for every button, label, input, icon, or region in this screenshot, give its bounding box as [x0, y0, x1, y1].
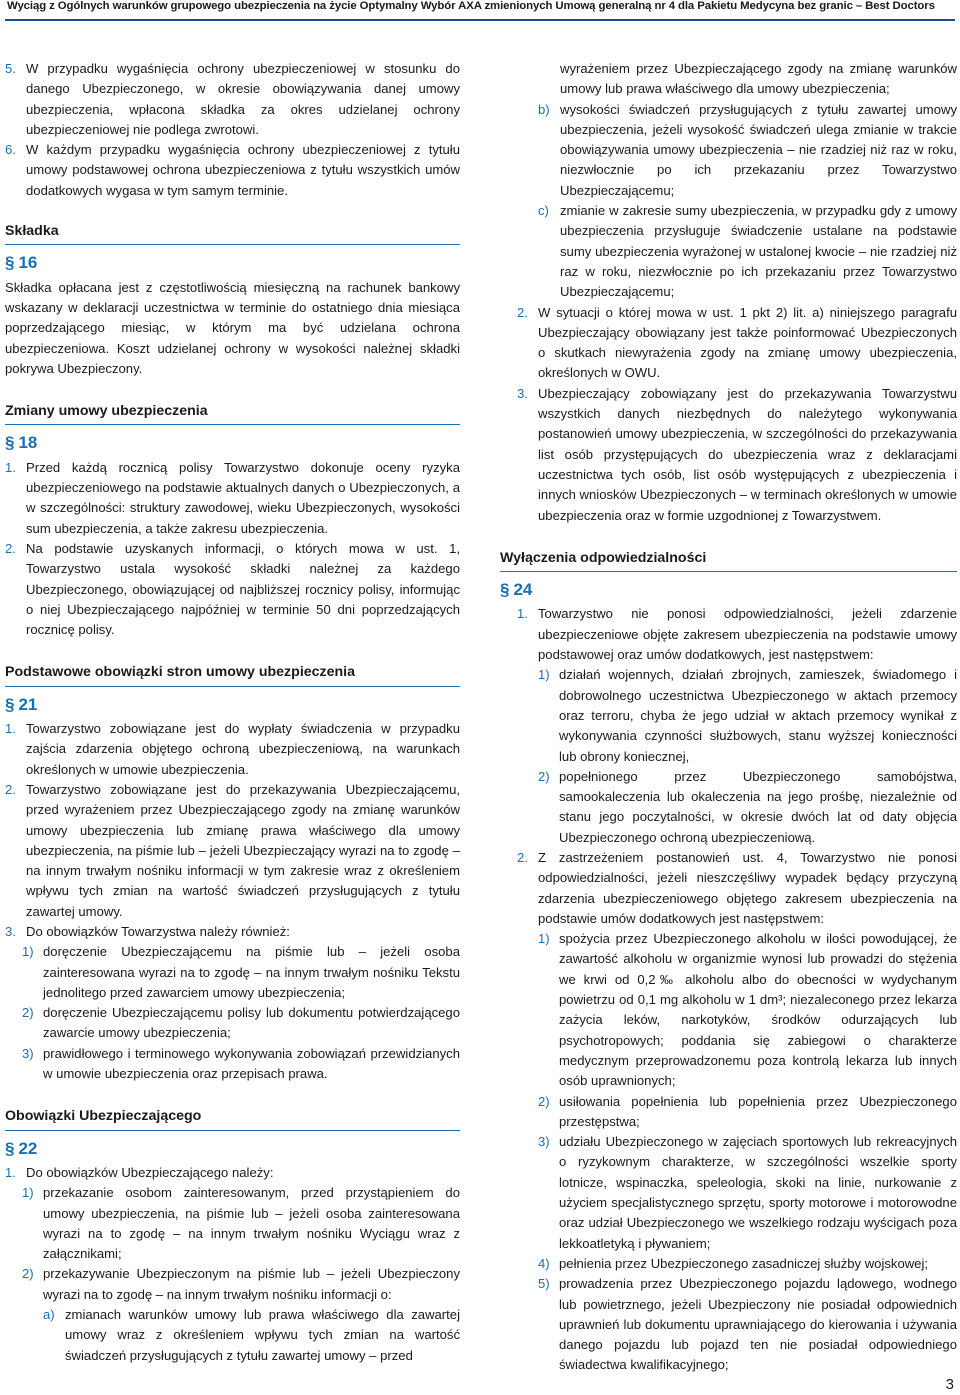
sub-list-item: 5) prowadzenia przez Ubezpieczonego pojazdu lądowego, wodnego lub powietrznego, jeżeli Ubezpieczony nie posiadał odpowiednich uprawnień lub dokumentu uprawniającego do kierowania i używania danego pojazdu lub pojazd ten nie posiadał odpowiedniego świadectwa kwalifikacyjnego;: [538, 1276, 957, 1373]
right-column: [500, 59, 957, 1376]
paragraph-number: § 22: [5, 1138, 38, 1158]
header-rule: [5, 19, 955, 21]
sub-list-item: 2) przekazywanie Ubezpieczonym na piśmie lub – jeżeli Ubezpieczony wyrazi na to zgodę – na innym trwałym nośniku informacji o:: [22, 1266, 460, 1302]
sub-list-item: 1) działań wojennych, działań zbrojnych, zamieszek, świadomego i dobrowolnego uczestnictwa Ubezpieczonego w aktach przemocy oraz terroru, chyba że jego udział w aktach przemocy wynikał z wykonywania czynności służbowych, stanu wyższej konieczności lub obrony koniecznej,: [538, 667, 957, 764]
sub-list-item: 4) pełnienia przez Ubezpieczonego zasadniczej służby wojskowej;: [538, 1255, 929, 1271]
section-heading: Podstawowe obowiązki stron umowy ubezpieczenia: [5, 662, 460, 686]
list-item: 1. Towarzystwo zobowiązane jest do wypłaty świadczenia w przypadku zajścia zdarzenia objętego ochroną ubezpieczeniową, na warunkach określonych w umowie ubezpieczenia.: [5, 721, 460, 777]
section-sign-icon: §: [5, 253, 15, 273]
item-text: W przypadku wygaśnięcia ochrony ubezpieczeniowej w stosunku do danego Ubezpieczonego, w okresie obowiązywania danej umowy ubezpieczenia, wpłacona składka za okres udzielanej ochrony ubezpieczeniowej nie podlega zwrotowi.: [26, 61, 460, 137]
section-sign-icon: §: [5, 1138, 15, 1158]
section-heading: Zmiany umowy ubezpieczenia: [5, 401, 460, 425]
list-item: 3. Do obowiązków Towarzystwa należy również:: [5, 923, 290, 939]
list-item: 2. Z zastrzeżeniem postanowień ust. 4, Towarzystwo nie ponosi odpowiedzialności, jeżeli nieszczęśliwy wypadek będący przyczyną zdarzenia ubezpieczeniowego objętego zakresem ubezpieczenia na podstawie umów dodatkowych jest następstwem:: [517, 849, 957, 926]
item-number: 5.: [5, 61, 16, 76]
page-number: 3: [945, 1376, 954, 1393]
sub-list-item: 3) prawidłowego i terminowego wykonywania zobowiązań przewidzianych w umowie ubezpieczenia oraz przepisach prawa.: [22, 1045, 460, 1082]
list-item: 3. Ubezpieczający zobowiązany jest do przekazywania Towarzystwu wszystkich danych niezbędnych do należytego wykonywania postanowień umowy ubezpieczenia, w szczególności do przekazywania list osób przystępujących do ubezpieczenia wraz z deklaracjami uczestnictwa tych osób, list osób występujących z ubezpieczenia i innych wniosków Ubezpieczonych – w terminach określonych w umowie ubezpieczenia oraz w formie uzgodnionej z Towarzystwem.: [517, 385, 957, 523]
sub-list-item: 1) spożycia przez Ubezpieczonego alkoholu w ilości powodującej, że zawartość alkoholu w organizmie wynosi lub prowadzi do stężenia we krwi od 0,2‰ alkoholu albo do obecności w wydychanym powietrzu od 0,1 mg alkoholu w 1 dm³; niezaleconego przez lekarza zażycia leków, narkotyków, środków odurzających lub psychotropowych; poddania się zabiegowi o charakterze medycznym przeprowadzonemu poza kontrolą lekarza lub innych osób uprawnionych;: [538, 931, 957, 1089]
sub-sub-list-item: c) zmianie w zakresie sumy ubezpieczenia, w przypadku gdy z umowy ubezpieczenia przysługuje świadczenie ustalane na podstawie sumy ubezpieczenia wyrażonej w ustalonej kwocie – nie rzadziej niż raz w roku, niezwłocznie po ich przekazaniu przez Towarzystwo Ubezpieczającemu;: [538, 203, 957, 300]
section-sign-icon: §: [500, 580, 510, 600]
sub-list-item: 3) udziału Ubezpieczonego w zajęciach sportowych lub rekreacyjnych o ryzykownym charakterze, w szczególności wszelkie sporty lotnicze, wspinaczka, speleologia, skoki na linie, nurkowanie z użyciem specjalistycznego sprzętu, sporty motorowe i motorowodne oraz udział Ubezpieczonego we wszelkiego rodzaju wyścigach poza lekkoatletyką i pływaniem;: [538, 1134, 957, 1251]
sub-list-item: 1) doręczenie Ubezpieczającemu na piśmie lub – jeżeli osoba zainteresowana wyrazi na to zgodę – na innym trwałym nośniku Tekstu jednolitego przed zawarciem umowy ubezpieczenia;: [22, 944, 460, 1000]
paragraph-text: Składka opłacana jest z częstotliwością miesięczną na rachunek bankowy wskazany w deklaracji uczestnictwa w terminie do ostatniego dnia miesiąca poprzedzającego miesiąc, w którym ma być udzielana ochrona ubezpieczeniowa. Koszt udzielanej ochrony w wysokości należnej składki pokrywa Ubezpieczony.: [5, 279, 460, 376]
item-text: W każdym przypadku wygaśnięcia ochrony ubezpieczeniowej z tytułu umowy podstawowej ochrona ubezpieczeniowa z tytułu wszystkich umów dodatkowych wygasa w tym samym terminie.: [26, 142, 460, 198]
list-item: 2. W sytuacji o której mowa w ust. 1 pkt 2) lit. a) niniejszego paragrafu Ubezpieczający obowiązany jest także poinformować Ubezpieczonych o skutkach niewyrażenia zgody na zmianę umowy ubezpieczenia, określonych w OWU.: [517, 304, 957, 381]
list-item: [5, 140, 460, 201]
paragraph-number: § 16: [5, 253, 38, 273]
list-item: [5, 59, 460, 140]
list-item: 1. Do obowiązków Ubezpieczającego należy:: [5, 1164, 274, 1180]
paragraph-number: § 18: [5, 433, 38, 453]
sub-list-item: 2) doręczenie Ubezpieczającemu polisy lub dokumentu potwierdzającego zawarcie umowy ubezpieczenia;: [22, 1005, 460, 1041]
sub-list-item: 1) przekazanie osobom zainteresowanym, przed przystąpieniem do umowy ubezpieczenia, na piśmie lub – jeżeli osoba zainteresowana wyrazi na to zgodę – na innym trwałym nośniku Wyciągu wraz z załącznikami;: [22, 1185, 460, 1262]
section-heading: Wyłączenia odpowiedzialności: [500, 548, 957, 572]
paragraph-number: § 24: [500, 580, 533, 600]
sub-sub-list-item: b) wysokości świadczeń przysługujących z tytułu zawartej umowy ubezpieczenia, jeżeli wysokość świadczeń ulega zmianie w trakcie obowiązywania umowy ubezpieczenia – nie rzadziej niż raz w roku, niezwłocznie po ich przekazaniu przez Towarzystwo Ubezpieczającemu;: [538, 101, 957, 198]
item-number: 6.: [5, 142, 16, 158]
sub-list-item: 2) usiłowania popełnienia lub popełnienia przez Ubezpieczonego przestępstwa;: [538, 1093, 957, 1129]
paragraph-number: § 21: [5, 694, 38, 714]
left-column: [5, 59, 460, 1366]
section-sign-icon: §: [5, 694, 15, 714]
running-header: Wyciąg z Ogólnych warunków grupowego ubezpieczenia na życie Optymalny Wybór AXA zmienionych Umową generalną nr 4 dla Pakietu Medycyna bez granic – Best Doctors: [7, 0, 935, 12]
sub-sub-list-item: a) zmianach warunków umowy lub prawa właściwego dla zawartej umowy wraz z określeniem wpływu tych zmian na wartość świadczeń przysługujących z tytułu zawartej umowy – przed: [43, 1307, 460, 1363]
section-heading: Składka: [5, 221, 460, 245]
list-item: 1. Towarzystwo nie ponosi odpowiedzialności, jeżeli zdarzenie ubezpieczeniowe objęte zakresem ubezpieczenia na podstawie umowy podstawowej oraz umów dodatkowych, jest następstwem:: [517, 606, 957, 663]
list-item: 2. Towarzystwo zobowiązane jest do przekazywania Ubezpieczającemu, przed wyrażeniem przez Ubezpieczającego zgody na zmianę warunków umowy ubezpieczenia lub zmianę prawa właściwego dla umowy ubezpieczenia, na piśmie lub – jeżeli Ubezpieczający wyrazi na to zgodę – na innym trwałym nośniku informacji w tym zakresie wraz z określeniem wpływu tych zmian na wartość świadczeń przysługujących z tytułu zawartej umowy.: [5, 781, 460, 919]
section-heading: Obowiązki Ubezpieczającego: [5, 1106, 460, 1130]
sub-list-item: 2) popełnionego przez Ubezpieczonego samobójstwa, samookaleczenia lub okaleczenia na jego prośbę, niezależnie od stanu jego poczytalności, w okresie dwóch lat od daty objęcia Ubezpieczonego ochroną ubezpieczeniową.: [538, 768, 957, 845]
list-item: 1. Przed każdą rocznicą polisy Towarzystwo dokonuje oceny ryzyka ubezpieczeniowego na podstawie aktualnych danych o Ubezpieczonych, a w szczególności: struktury zawodowej, wieku Ubezpieczonych, wysokości sum ubezpieczenia, a także zakresu ubezpieczenia.: [5, 459, 460, 536]
sub-sub-list-item-continued: wyrażeniem przez Ubezpieczającego zgody na zmianę warunków umowy lub prawa właściwego dla umowy ubezpieczenia;: [560, 61, 957, 97]
section-sign-icon: §: [5, 433, 15, 453]
list-item: 2. Na podstawie uzyskanych informacji, o których mowa w ust. 1, Towarzystwo ustala wysokość składki należnej za każdego Ubezpieczonego, obowiązującej od najbliższej rocznicy polisy, informując o niej Ubezpieczającego najpóźniej w terminie 50 dni poprzedzających rocznicę polisy.: [5, 540, 460, 638]
